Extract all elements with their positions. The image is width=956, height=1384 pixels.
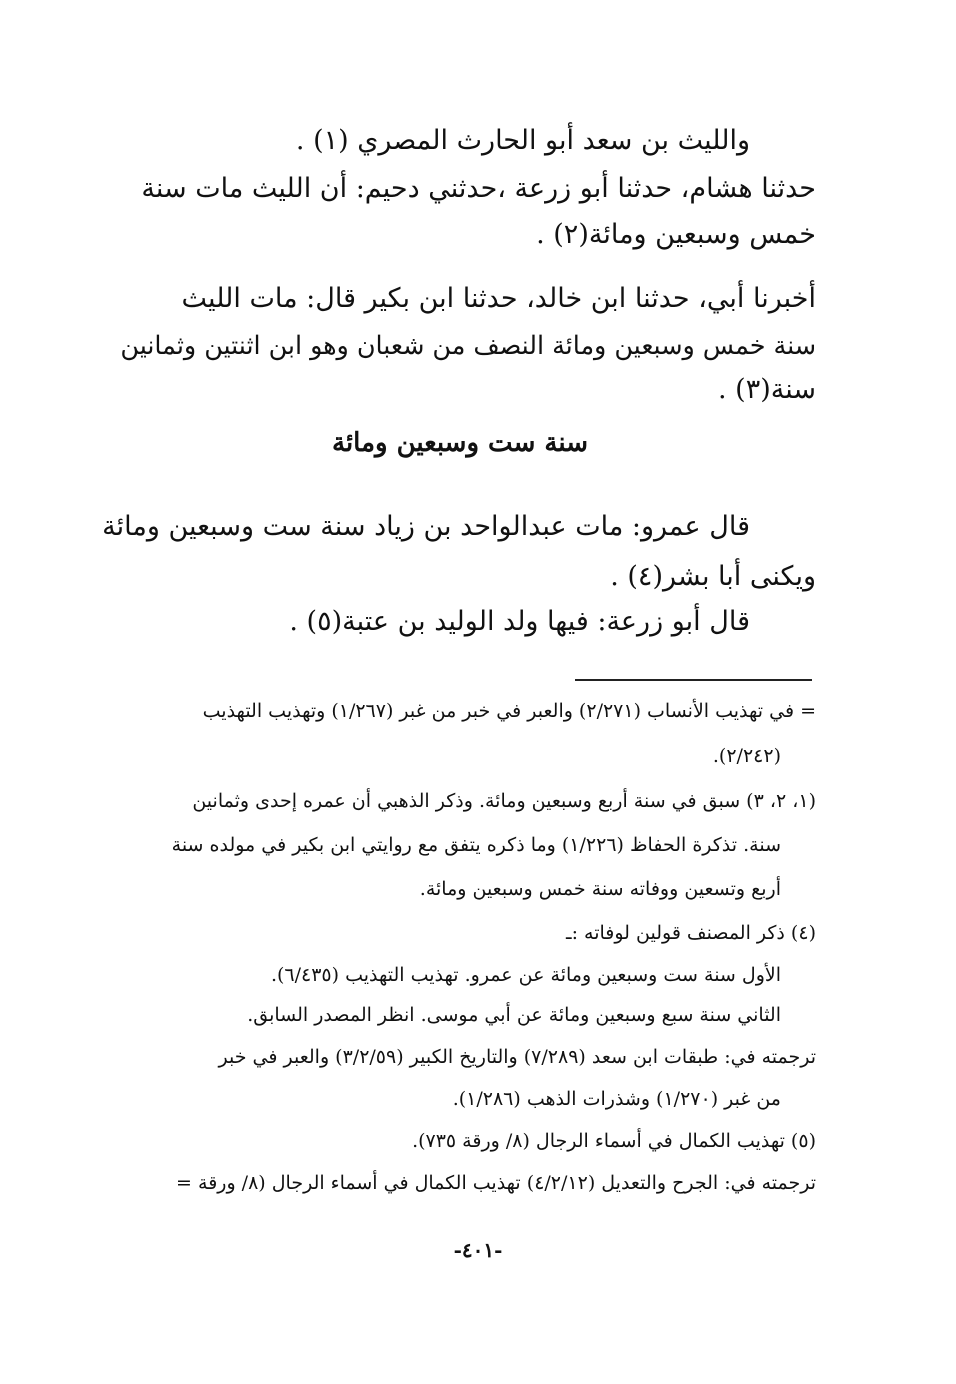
footnote-line-4: سنة. تذكرة الحفاظ (١/٢٢٦) وما ذكره يتفق مع روايتي ابن بكير في مولده سنة [171, 834, 781, 856]
body-line-8: ويكنى أبا بشر(٤) . [610, 561, 816, 592]
footnote-line-8: الثاني سنة سبع وسبعين ومائة عن أبي موسى. انظر المصدر السابق. [247, 1004, 781, 1026]
footnote-line-9: ترجمته في: طبقات ابن سعد (٧/٢٨٩) والتاريخ الكبير (٣/٢/٥٩) والعبر في خبر [218, 1046, 816, 1068]
footnote-line-2: (٢/٢٤٢). [712, 745, 781, 767]
body-line-3: خمس وسبعين ومائة(٢) . [536, 219, 816, 250]
footnote-line-5: أربع وتسعين ووفاته سنة خمس وسبعين ومائة. [419, 878, 781, 900]
footnote-line-1: = في تهذيب الأنساب (٢/٢٧١) والعبر في خبر من غبر (١/٢٦٧) وتهذيب التهذيب [202, 700, 816, 722]
body-line-9: قال أبو زرعة: فيها ولد الوليد بن عتبة(٥) . [289, 606, 750, 637]
footnote-separator [575, 679, 812, 681]
body-line-5: سنة خمس وسبعين ومائة النصف من شعبان وهو ابن اثنتين وثمانين [120, 330, 816, 360]
footnote-line-11: (٥) تهذيب الكمال في أسماء الرجال (٨/ ورقة ٧٣٥). [412, 1130, 816, 1152]
footnote-line-3: (١، ٢، ٣) سبق في سنة أربع وسبعين ومائة. وذكر الذهبي أن عمره إحدى وثمانين [192, 790, 816, 812]
body-line-4: أخبرنا أبي، حدثنا ابن خالد، حدثنا ابن بكير قال: مات الليث [181, 283, 816, 314]
body-line-6: سنة(٣) . [718, 374, 816, 405]
body-line-1: والليث بن سعد أبو الحارث المصري (١) . [295, 125, 750, 156]
body-line-2: حدثنا هشام، حدثنا أبو زرعة ،حدثني دحيم: أن الليث مات سنة [141, 173, 816, 204]
footnote-line-12: ترجمته في: الجرح والتعديل (٤/٢/١٢) تهذيب الكمال في أسماء الرجال (٨/ ورقة = [176, 1172, 816, 1194]
footnote-line-6: (٤) ذكر المصنف قولين لوفاته :ـ [566, 922, 816, 944]
section-heading: سنة ست وسبعين ومائة [332, 428, 588, 458]
body-line-7: قال عمرو: مات عبدالواحد بن زياد سنة ست وسبعين ومائة [102, 511, 750, 542]
page-number: -٤٠١- [453, 1238, 503, 1262]
footnote-line-10: من غبر (١/٢٧٠) وشذرات الذهب (١/٢٨٦). [452, 1088, 781, 1110]
footnote-line-7: الأول سنة ست وسبعين ومائة عن عمرو. تهذيب التهذيب (٦/٤٣٥). [270, 964, 781, 986]
